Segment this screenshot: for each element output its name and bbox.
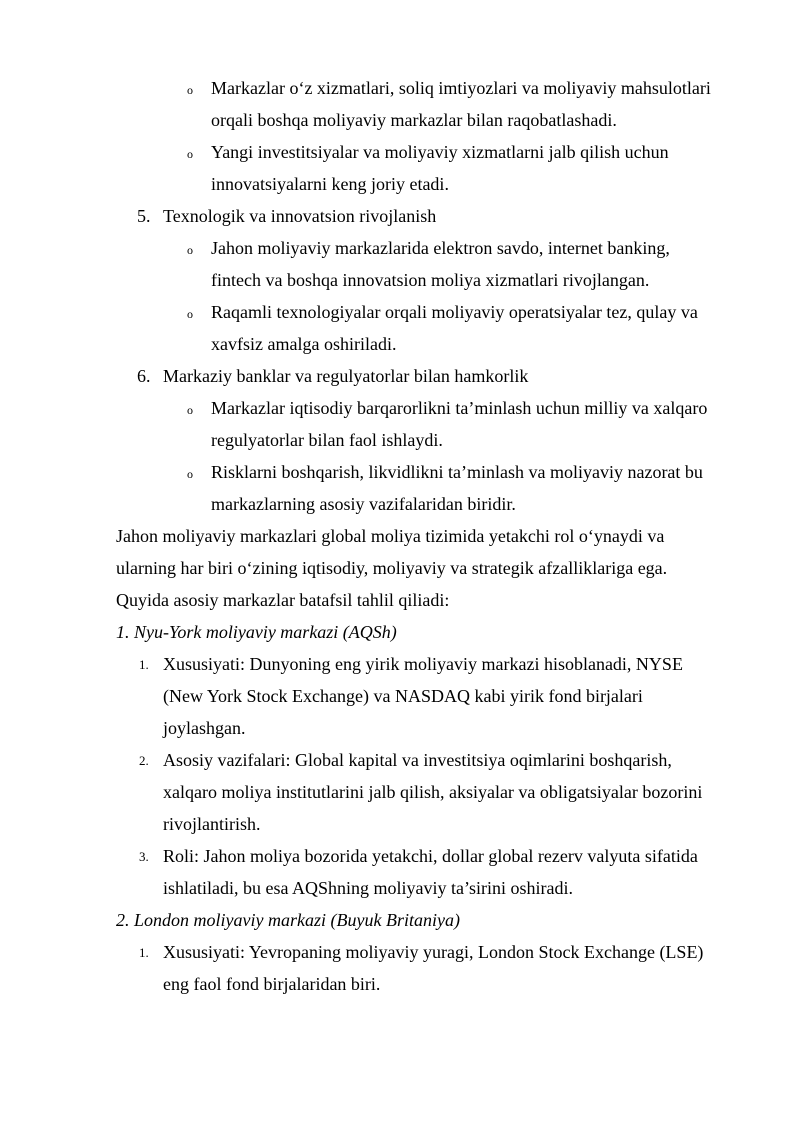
- bullet-text: Yangi investitsiyalar va moliyaviy xizmatlarni jalb qilish uchun: [211, 142, 669, 162]
- bullet-text: Raqamli texnologiyalar orqali moliyaviy operatsiyalar tez, qulay va: [211, 302, 698, 322]
- section-number: 6.: [137, 366, 151, 386]
- section-title: Markaziy banklar va regulyatorlar bilan hamkorlik: [163, 366, 529, 386]
- bullet-marker: o: [187, 403, 193, 417]
- bullet-text: markazlarning asosiy vazifalaridan biridir.: [211, 494, 516, 514]
- list-number: 2.: [139, 753, 149, 768]
- bullet-marker: o: [187, 83, 193, 97]
- bullet-marker: o: [187, 243, 193, 257]
- bullet-text: Markazlar iqtisodiy barqarorlikni ta’minlash uchun milliy va xalqaro: [211, 398, 708, 418]
- list-number: 1.: [139, 657, 149, 672]
- subsection-heading: 2. London moliyaviy markazi (Buyuk Britaniya): [116, 910, 460, 930]
- list-text: Asosiy vazifalari: Global kapital va investitsiya oqimlarini boshqarish,: [163, 750, 672, 770]
- section-number: 5.: [137, 206, 151, 226]
- bullet-text: Jahon moliyaviy markazlarida elektron savdo, internet banking,: [211, 238, 670, 258]
- paragraph-line: Jahon moliyaviy markazlari global moliya tizimida yetakchi rol o‘ynaydi va: [116, 526, 665, 546]
- bullet-text: orqali boshqa moliyaviy markazlar bilan raqobatlashadi.: [211, 110, 617, 130]
- list-text: Xususiyati: Dunyoning eng yirik moliyaviy markazi hisoblanadi, NYSE: [163, 654, 683, 674]
- bullet-marker: o: [187, 147, 193, 161]
- bullet-text: regulyatorlar bilan faol ishlaydi.: [211, 430, 443, 450]
- list-text: joylashgan.: [163, 718, 246, 738]
- subsection-heading: 1. Nyu-York moliyaviy markazi (AQSh): [116, 622, 397, 642]
- bullet-text: innovatsiyalarni keng joriy etadi.: [211, 174, 449, 194]
- bullet-text: xavfsiz amalga oshiriladi.: [211, 334, 397, 354]
- list-text: eng faol fond birjalaridan biri.: [163, 974, 381, 994]
- bullet-marker: o: [187, 467, 193, 481]
- bullet-text: fintech va boshqa innovatsion moliya xizmatlari rivojlangan.: [211, 270, 650, 290]
- list-text: ishlatiladi, bu esa AQShning moliyaviy ta’sirini oshiradi.: [163, 878, 573, 898]
- bullet-text: Markazlar o‘z xizmatlari, soliq imtiyozlari va moliyaviy mahsulotlari: [211, 78, 711, 98]
- paragraph-line: ularning har biri o‘zining iqtisodiy, moliyaviy va strategik afzalliklariga ega.: [116, 558, 668, 578]
- list-text: xalqaro moliya institutlarini jalb qilish, aksiyalar va obligatsiyalar bozorini: [163, 782, 703, 802]
- list-number: 3.: [139, 849, 149, 864]
- bullet-text: Risklarni boshqarish, likvidlikni ta’minlash va moliyaviy nazorat bu: [211, 462, 703, 482]
- paragraph-line: Quyida asosiy markazlar batafsil tahlil qiliadi:: [116, 590, 450, 610]
- list-text: rivojlantirish.: [163, 814, 261, 834]
- list-text: Roli: Jahon moliya bozorida yetakchi, dollar global rezerv valyuta sifatida: [163, 846, 698, 866]
- list-text: (New York Stock Exchange) va NASDAQ kabi yirik fond birjalari: [163, 686, 643, 706]
- section-title: Texnologik va innovatsion rivojlanish: [163, 206, 437, 226]
- list-number: 1.: [139, 945, 149, 960]
- list-text: Xususiyati: Yevropaning moliyaviy yuragi, London Stock Exchange (LSE): [163, 942, 704, 962]
- bullet-marker: o: [187, 307, 193, 321]
